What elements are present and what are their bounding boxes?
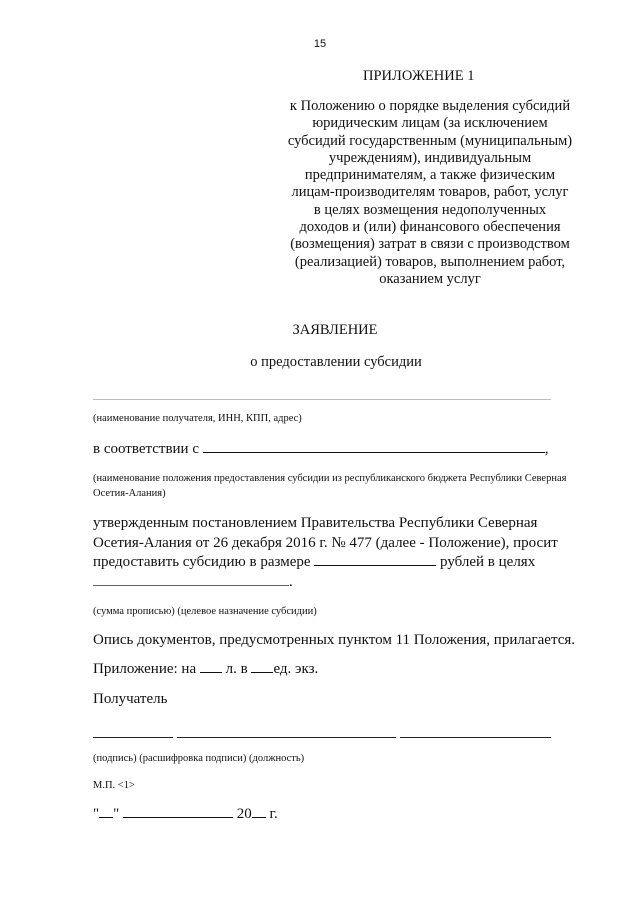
caption-amount: (сумма прописью) (целевое назначение субсидии) [93,606,317,617]
sheets-count-field[interactable] [200,671,222,673]
appendix-line: предпринимателям, а также физическим [304,167,556,184]
appendix-description [270,98,590,288]
paragraph-line: утвержденным постановлением Правительства Республики Северная [93,515,538,531]
amount-suffix: рублей в целях [440,554,536,570]
document-title: ЗАЯВЛЕНИЕ [292,322,378,338]
paragraph-line: Осетия-Алания от 26 декабря 2016 г. № 477 (далее - Положение), просит [93,534,558,551]
amount-prefix: предоставить субсидию в размере [93,554,311,570]
appendix-title: ПРИЛОЖЕНИЕ 1 [363,68,475,84]
appendix-line: (возмещения) затрат в связи с производством [290,236,570,253]
date-suffix: г. [269,806,278,822]
caption-regulation: (наименование положения предоставления субсидии из республиканского бюджета Республики Северная Осетия-Алания) [93,473,567,499]
recipient-blank-line[interactable] [93,399,551,400]
seal-note: М.П. <1> [93,780,135,791]
appendix-line: учреждениям), индивидуальным [328,149,532,166]
attachment-sheets-label: л. в [225,661,248,677]
copies-count-field[interactable] [251,671,273,673]
caption-signature: (подпись) (расшифровка подписи) (должность) [93,753,305,764]
caption-recipient: (наименование получателя, ИНН, КПП, адрес) [93,413,302,424]
purpose-blank-field[interactable] [93,584,289,586]
in-accordance-line [93,441,549,458]
recipient-label: Получатель [93,691,168,707]
date-year-prefix: 20 [236,806,252,822]
appendix-line: доходов и (или) финансового обеспечения [299,219,561,236]
attachment-line [93,661,318,678]
in-accordance-label: в соответствии с [93,441,199,457]
period: . [289,573,293,590]
day-field[interactable] [99,816,113,818]
page-number: 15 [313,38,327,50]
signature-decoding-field[interactable] [177,737,396,738]
attachment-on-label: Приложение: на [93,661,197,677]
purpose-line [93,573,613,593]
document-subtitle: о предоставлении субсидии [250,354,422,370]
appendix-line: юридическим лицам (за исключением [312,115,548,132]
approval-paragraph [93,514,613,592]
amount-blank-field[interactable] [314,564,436,566]
year-field[interactable] [252,816,266,818]
appendix-line: в целях возмещения недополученных [313,201,547,218]
appendix-line: (реализацией) товаров, выполнением работ, [294,253,566,270]
inventory-statement: Опись документов, предусмотренных пунктом 11 Положения, прилагается. [93,632,575,648]
attachment-copies-label: ед. экз. [273,661,319,677]
position-field[interactable] [400,737,551,738]
appendix-line: оказанием услуг [379,270,481,287]
date-quote-close: " [113,806,120,822]
appendix-line: лицам-производителям товаров, работ, услуг [291,184,569,201]
appendix-line: к Положению о порядке выделения субсидий [289,98,571,114]
amount-line [93,553,613,573]
appendix-line: субсидий государственным (муниципальным) [287,132,573,149]
comma: , [544,441,549,457]
date-line [93,806,278,823]
signature-field[interactable] [93,737,173,738]
month-field[interactable] [123,816,233,818]
date-quote-open: " [93,806,100,822]
regulation-blank-field[interactable] [203,451,545,453]
